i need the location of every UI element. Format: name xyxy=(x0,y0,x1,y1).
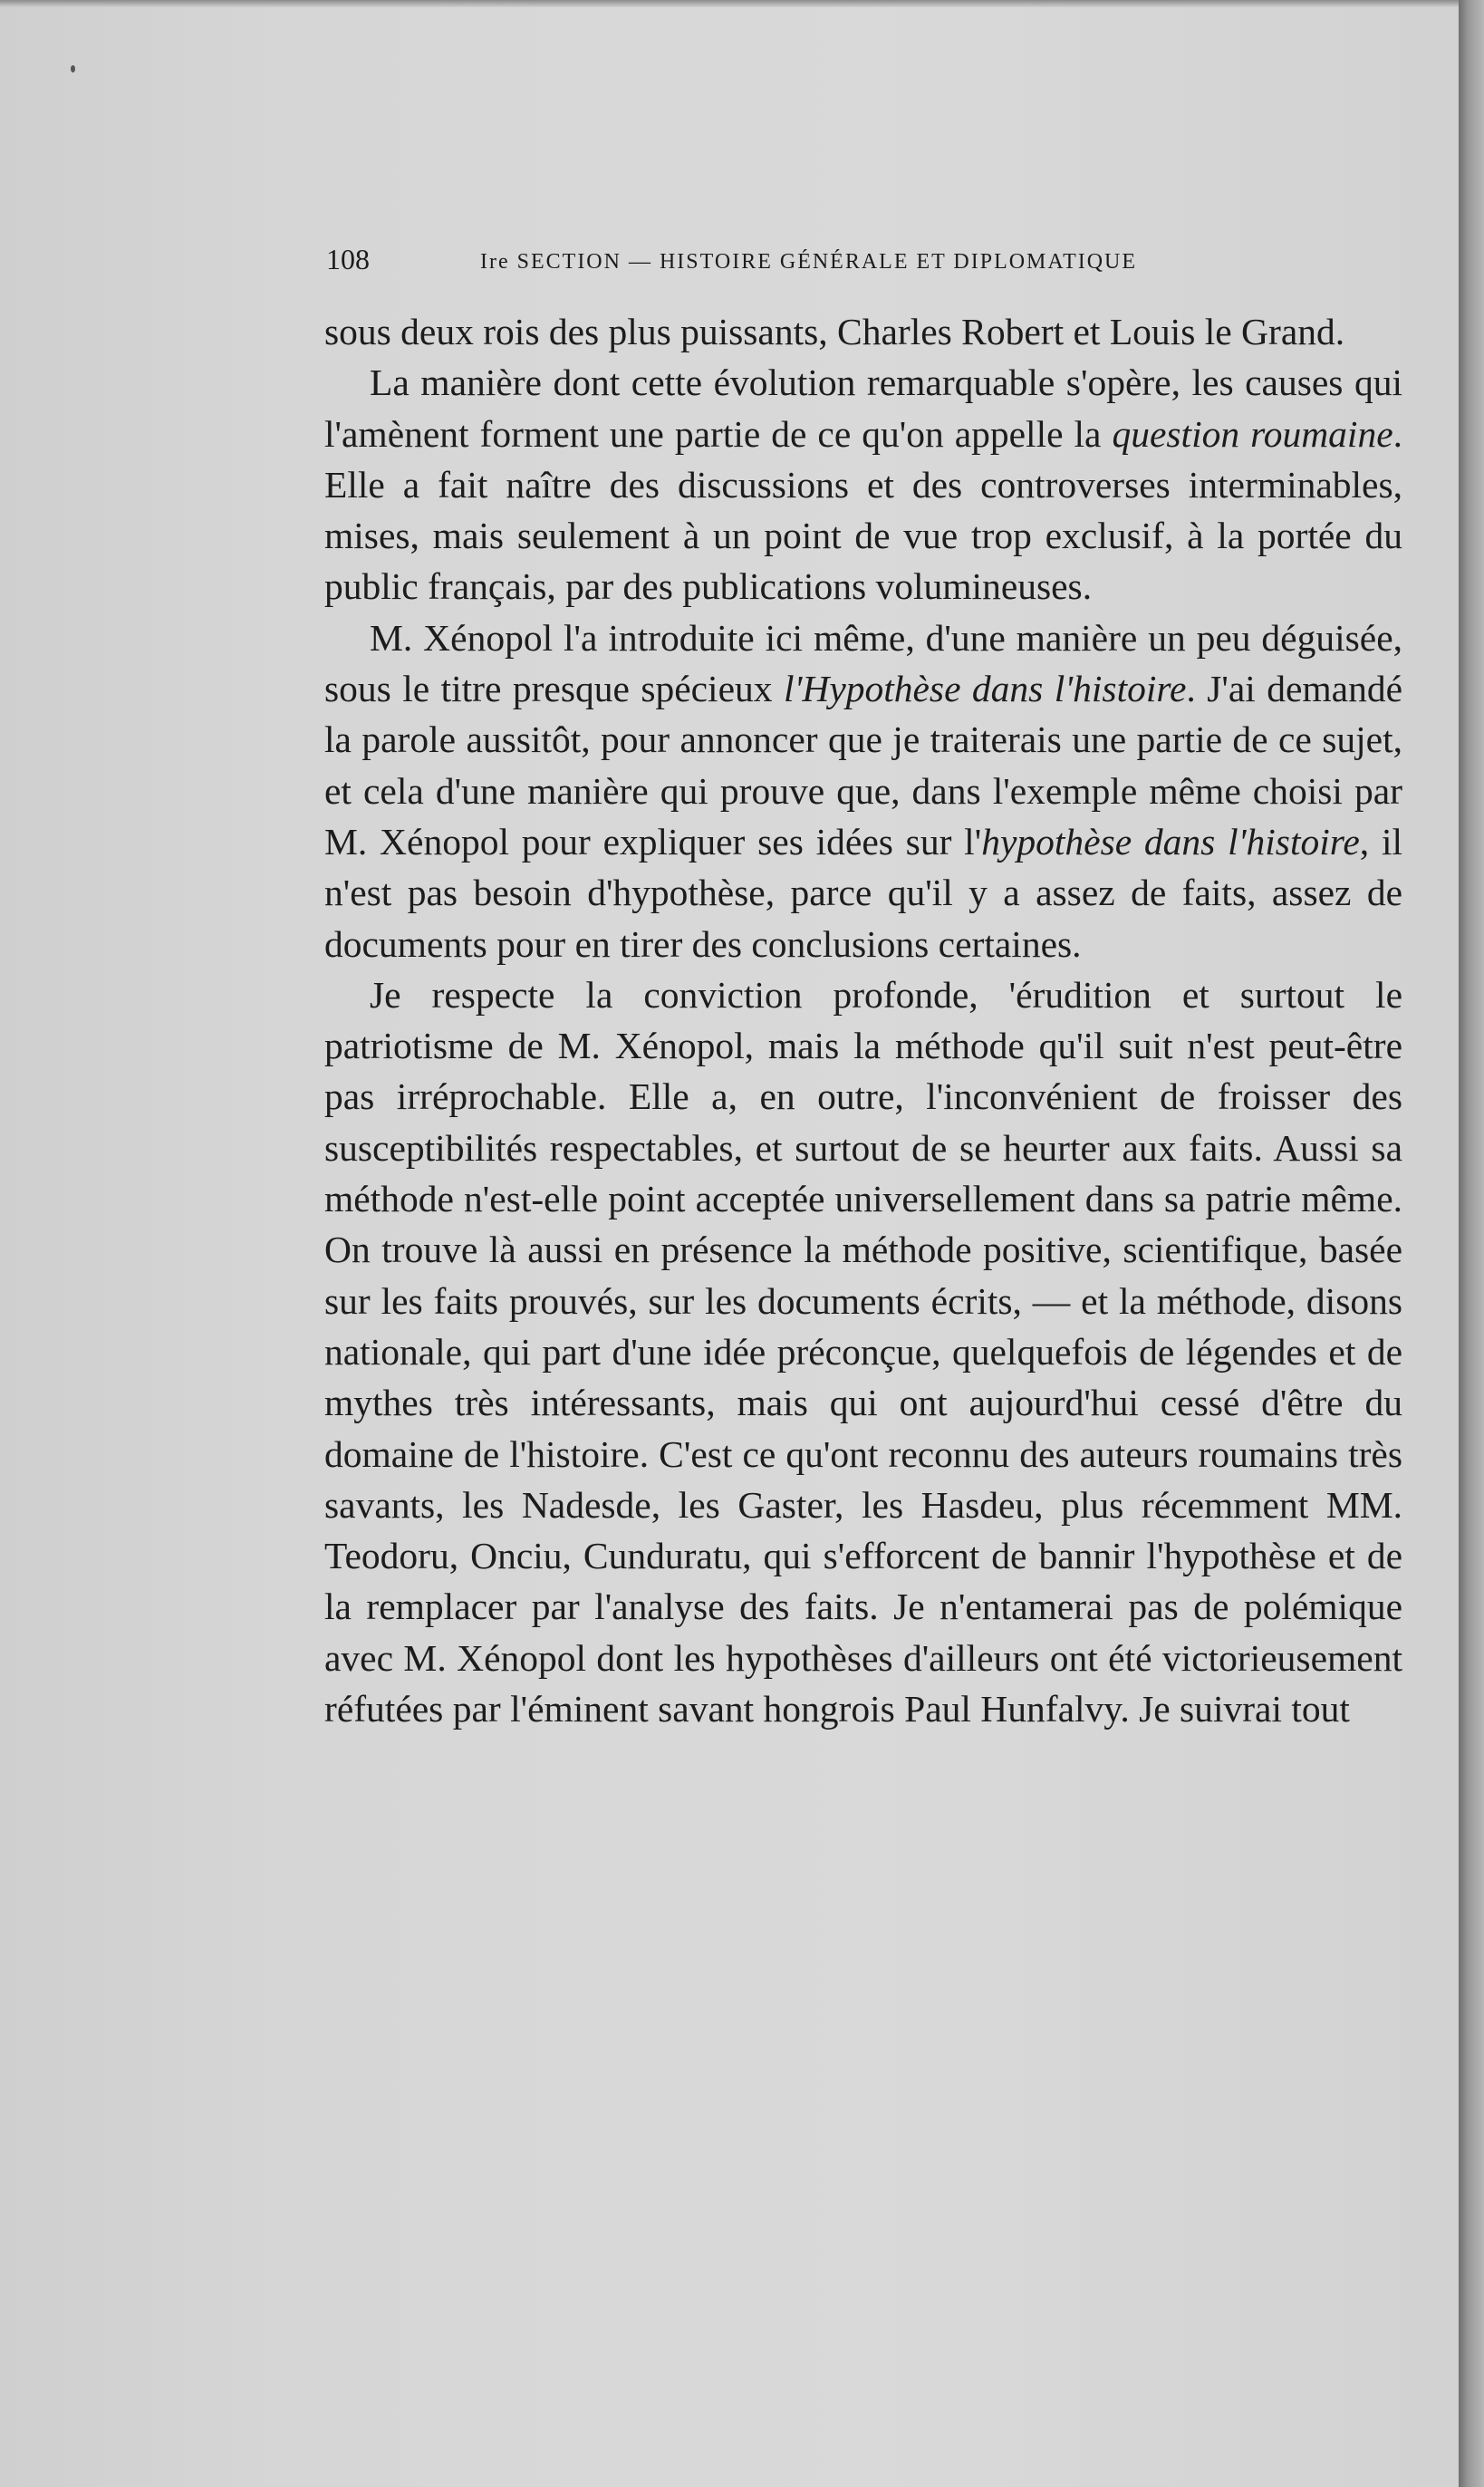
ink-speck xyxy=(71,65,75,72)
text-segment: , il n'est pas besoin d'hypothèse, parce qu'il y a assez de faits, assez de documents pour en tirer des conclusions certaines. xyxy=(324,820,1403,965)
paragraph xyxy=(324,306,1402,357)
italic-segment: hypothèse dans l'histoire xyxy=(981,820,1360,863)
body-text xyxy=(324,306,1402,1734)
page-header xyxy=(326,243,1404,279)
paragraph xyxy=(324,969,1402,1734)
text-segment: sous deux rois des plus puissants, Charles Robert et Louis le Grand. xyxy=(324,311,1345,352)
italic-segment: question roumaine xyxy=(1112,412,1393,455)
text-segment: . Elle a fait naître des discussions et des controverses interminables, mises, mais seulement à un point de vue trop exclusif, à la portée du public français, par des publications volumineuses. xyxy=(324,412,1402,608)
text-segment: La manière dont cette évolution remarquable s'opère, les causes qui l'amènent forment une partie de ce qu'on appelle la xyxy=(324,361,1402,455)
text-segment: . J'ai demandé la parole aussitôt, pour annoncer que je traiterais une partie de ce sujet, et cela d'une manière qui prouve que, dans l'exemple même choisi par M. Xénopol pour expliquer ses idées sur l' xyxy=(324,668,1403,863)
page-binding-edge xyxy=(1459,0,1484,2487)
text-segment: Je respecte la conviction profonde, 'érudition et surtout le patriotisme de M. Xénopol, mais la méthode qu'il suit n'est peut-être pas irréprochable. Elle a, en outre, l'inconvénient de froisser des susceptibilités respectables, et surtout de se heurter aux faits. Aussi sa méthode n'est-elle point acceptée universellement dans sa patrie même. On trouve là aussi en présence la méthode positive, scientifique, basée sur les faits prouvés, sur les documents écrits, — et la méthode, disons nationale, qui part d'une idée préconçue, quelquefois de légendes et de mythes très intéressants, mais qui ont aujourd'hui cessé d'être du domaine de l'histoire. C'est ce qu'ont reconnu des auteurs roumains très savants, les Nadesde, les Gaster, les Hasdeu, plus récemment MM. Teodoru, Onciu, Cunduratu, qui s'efforcent de bannir l'hypothèse et de la remplacer par l'analyse des faits. Je n'entamerai pas de polémique avec M. Xénopol dont les hypothèses d'ailleurs ont été victorieusement réfutées par l'éminent savant hongrois Paul Hunfalvy. Je suivrai tout xyxy=(324,973,1402,1730)
text-segment: M. Xénopol l'a introduite ici même, d'une manière un peu déguisée, sous le titre presque spécieux xyxy=(324,616,1402,710)
page-number: 108 xyxy=(326,243,370,275)
paragraph xyxy=(324,612,1402,969)
italic-segment: l'Hypothèse dans l'histoire xyxy=(783,668,1187,710)
running-head: Ire SECTION — HISTOIRE GÉNÉRALE ET DIPLOMATIQUE xyxy=(480,250,1138,274)
page-top-edge xyxy=(0,0,1459,7)
paragraph xyxy=(324,357,1402,612)
